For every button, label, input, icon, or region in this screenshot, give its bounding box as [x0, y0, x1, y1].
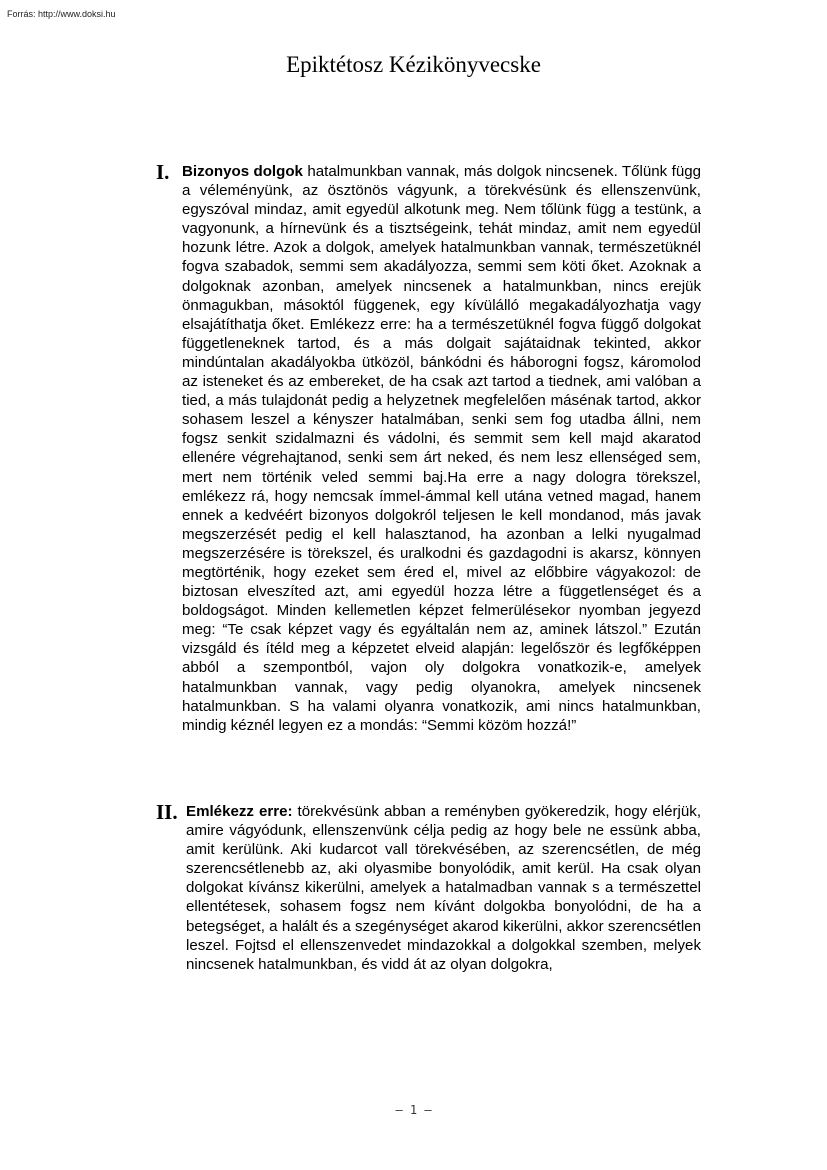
page-title: Epiktétosz Kézikönyvecske — [286, 52, 541, 77]
section-numeral: II. — [156, 800, 178, 824]
section-1 — [156, 162, 701, 735]
page-number: – 1 – — [395, 1103, 432, 1117]
section-text — [186, 802, 701, 974]
section-body: törekvésünk abban a reményben gyökeredzik, hogy elérjük, amire vágyódunk, ellenszenvünk célja pedig az hogy bele ne essünk abba, amit kerülünk. Aki kudarcot vall törekvésében, az szerencsétlen, de még szerencsétlenebb az, aki olyasmibe bonyolódik, amit kerül. Ha csak olyan dolgokat kívánsz kikerülni, amelyek a hatalmadban vannak s a természettel ellentétesek, sohasem fogsz nem kívánt dolgokba bonyolódni, de ha a betegséget, a halált és a szegénységet akarod kikerülni, akkor szerencsétlen leszel. Fojtsd el ellenszenvedet mindazokkal a dolgokkal szemben, melyek nincsenek hatalmunkban, és vidd át az olyan dolgokra, — [186, 803, 702, 973]
section-numeral: I. — [156, 160, 170, 184]
section-lead: Emlékezz erre: — [186, 803, 293, 820]
section-text — [182, 162, 701, 735]
section-2 — [156, 802, 701, 974]
section-lead: Bizonyos dolgok — [182, 163, 303, 180]
source-header: Forrás: http://www.doksi.hu — [7, 9, 116, 19]
section-body: hatalmunkban vannak, más dolgok nincsenek. Tőlünk függ a véleményünk, az ösztönös vágyunk, a törekvésünk és ellenszenvünk, egyszóval mindaz, amit egyedül alkotunk meg. Nem tőlünk függ a testünk, a vagyonunk, a hírnevünk és a tisztségeink, tehát mindaz, amit nem egyedül hozunk létre. Azok a dolgok, amelyek hatalmunkban vannak, természetüknél fogva szabadok, semmi sem akadályozza, semmi sem köti őket. Azoknak a dolgoknak azonban, amelyek nincsenek a hatalmunkban, nincs erejük önmagukban, másoktól függenek, egy kívülálló megakadályozhatja vagy elsajátíthatja őket. Emlékezz erre: ha a természetüknél fogva függő dolgokat függetleneknek tartod, és a más dolgait sajátaidnak tekinted, akkor mindúntalan akadályokba ütközöl, bánkódni és háborogni fogsz, káromolod az isteneket és az embereket, de ha csak azt tartod a tiednek, ami valóban a tied, a más tulajdonát pedig a helyzetnek megfelelően másénak tartod, akkor sohasem leszel a kényszer hatalmában, senki sem fog utadba állni, nem fogsz senkit szidalmazni és vádolni, és semmit sem kell majd akaratod ellenére végrehajtanod, senki sem árt neked, és nem lesz ellenséged sem, mert nem történik veled semmi baj.Ha erre a nagy dologra törekszel, emlékezz rá, hogy nemcsak ímmel-ámmal kell utána vetned magad, hanem ennek a kedvéért bizonyos dolgokról teljesen le kell mondanod, más javak megszerzését pedig el kell halasztanod, ha azonban a lelki nyugalmad megszerzésére is törekszel, és uralkodni és gazdagodni is akarsz, könnyen megtörténik, hogy ezeket sem éred el, mivel az előbbire vágyakozol: de biztosan elveszíted azt, ami egyedül hozza létre a függetlenséget és a boldogságot. Minden kellemetlen képzet felmerülésekor nyomban jegyezd meg: “Te csak képzet vagy és egyáltalán nem az, aminek látszol.” Ezután vizsgáld és ítéld meg a képzetet elveid alapján: legelőször és legfőképpen abból a szempontból, vajon oly dolgokra vonatkozik-e, amelyek hatalmunkban vannak, vagy pedig olyanokra, amelyek nincsenek hatalmunkban. S ha valami olyanra vonatkozik, ami nincs hatalmunkban, mindig kéznél legyen ez a mondás: “Semmi közöm hozzá!” — [182, 163, 702, 734]
